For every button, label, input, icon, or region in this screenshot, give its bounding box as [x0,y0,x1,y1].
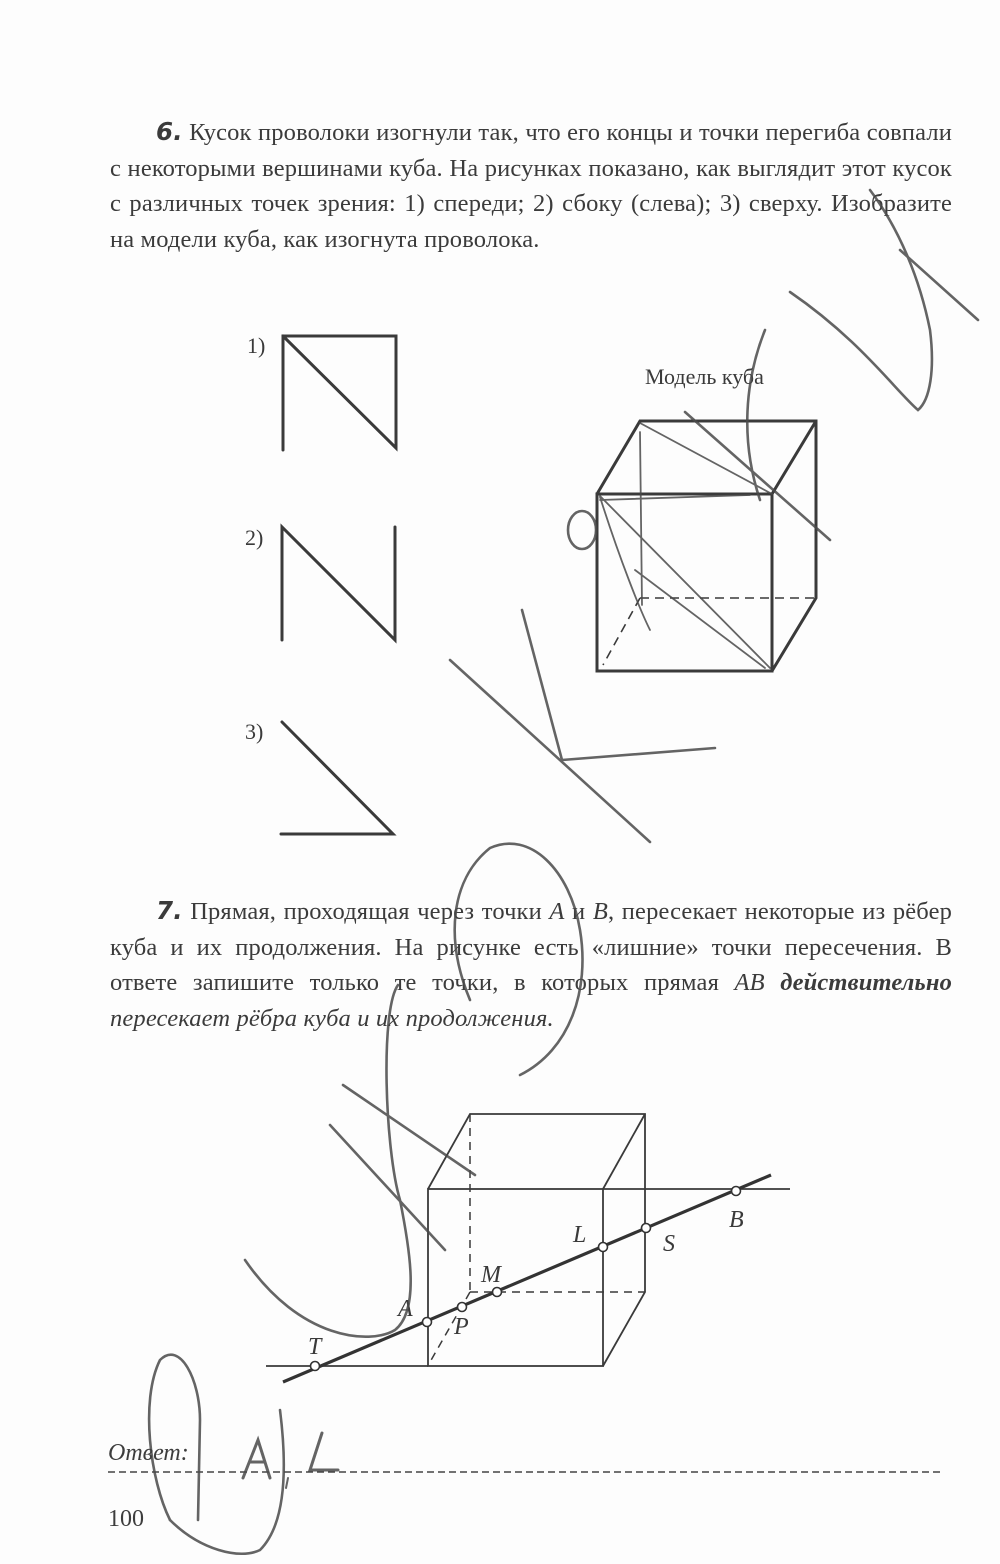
label-m: M [481,1262,501,1288]
handwritten-l [310,1433,338,1470]
handwritten-comma [286,1478,288,1488]
task-7-and: и [564,898,593,925]
view-3-label: 3) [245,719,264,744]
task-7-text-2: , пересекает некоторые из рёбер куба и их продолжения. На рисунке есть «лишние» точки пересечения. В ответе запишите только те точки, в которых прямая [110,898,952,996]
point-b [732,1187,741,1196]
scribble-k-2 [522,610,562,760]
line-ab-ref: AB [734,969,765,996]
point-a-ref: A [549,898,565,925]
task-7-text-3: пересекает рёбра куба и их продолжения. [110,1004,554,1032]
label-b: B [729,1207,744,1233]
task-7-number: 7. [156,896,183,925]
point-l [599,1243,608,1252]
scribble-u-right [790,190,932,410]
view-side-figure [282,527,395,640]
scribble-oval [455,844,583,1075]
scribble-k-3 [562,748,715,760]
pencil-scribbles [149,190,978,1554]
scribble-loop-bottom [170,1410,284,1554]
view-top-figure [281,722,393,834]
scribble-stroke [900,250,978,320]
view-front-figure [283,336,396,450]
label-t: T [308,1334,322,1360]
task-7-emphasis: действительно [764,969,952,996]
scribble-long-curve [245,985,411,1337]
cube-task7 [266,1114,790,1366]
page-number: 100 [108,1506,144,1532]
scribble-circle [568,511,596,549]
cube-model-label: Модель куба [645,364,764,389]
point-t [311,1362,320,1371]
label-p: P [454,1314,469,1340]
point-b-ref: B [592,898,608,925]
answer-label: Ответ: [108,1440,189,1466]
view-1-label: 1) [247,333,266,358]
label-l: L [573,1222,587,1248]
point-s [642,1224,651,1233]
task-6-number: 6. [156,117,183,146]
point-m [493,1288,502,1297]
point-p [458,1303,467,1312]
scribble-loop [149,1355,200,1520]
scribble-k-1 [450,660,650,842]
scribble-vertical [640,432,642,605]
label-a: A [398,1296,413,1322]
task-7-text-1: Прямая, проходящая через точки [190,898,550,925]
scribble-cube-wire [600,423,772,668]
view-2-label: 2) [245,525,264,550]
task-6-statement: Кусок проволоки изогнули так, что его концы и точки перегиба совпали с некоторыми вершинами куба. На рисунках показано, как выглядит этот кусок с различных точек зрения: 1) спереди; 2) сбоку (слева); 3) сверху. Изобразите на модели куба, как изогнута проволока. [110,119,952,253]
line-ab [283,1175,771,1382]
point-a [423,1318,432,1327]
label-s: S [663,1231,675,1257]
